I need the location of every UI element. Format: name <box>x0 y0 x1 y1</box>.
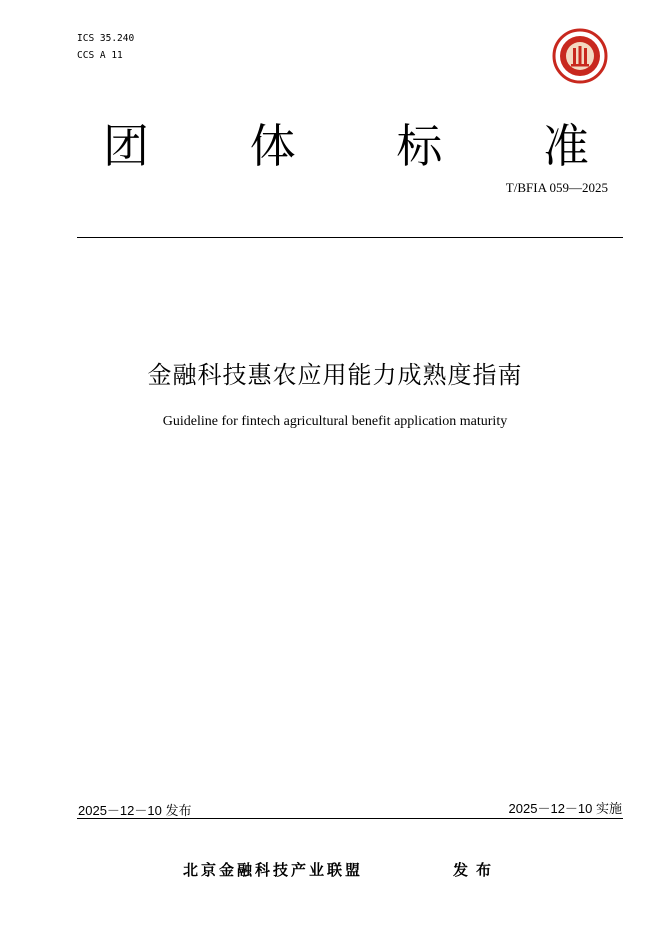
document-title-english: Guideline for fintech agricultural benefit application maturity <box>162 414 508 429</box>
heading-char: 准 <box>542 119 589 173</box>
publisher-name: 北京金融科技产业联盟 <box>183 861 364 879</box>
ccs-code: CCS A 11 <box>77 50 123 61</box>
bottom-divider <box>77 818 623 819</box>
implementation-date: 2025－12－10 实施 <box>508 801 622 816</box>
group-standard-heading <box>96 116 596 176</box>
standard-number: T/BFIA 059—2025 <box>505 180 608 195</box>
ics-code: ICS 35.240 <box>77 33 135 44</box>
association-seal-icon <box>552 28 608 84</box>
heading-char: 体 <box>249 119 296 173</box>
heading-char: 标 <box>396 119 443 173</box>
top-divider <box>77 237 623 238</box>
issue-date: 2025－12－10 发布 <box>78 803 192 818</box>
classification-codes <box>77 30 134 64</box>
document-title-chinese: 金融科技惠农应用能力成熟度指南 <box>147 361 523 389</box>
heading-char: 团 <box>103 119 149 173</box>
publish-label: 发布 <box>453 861 500 879</box>
